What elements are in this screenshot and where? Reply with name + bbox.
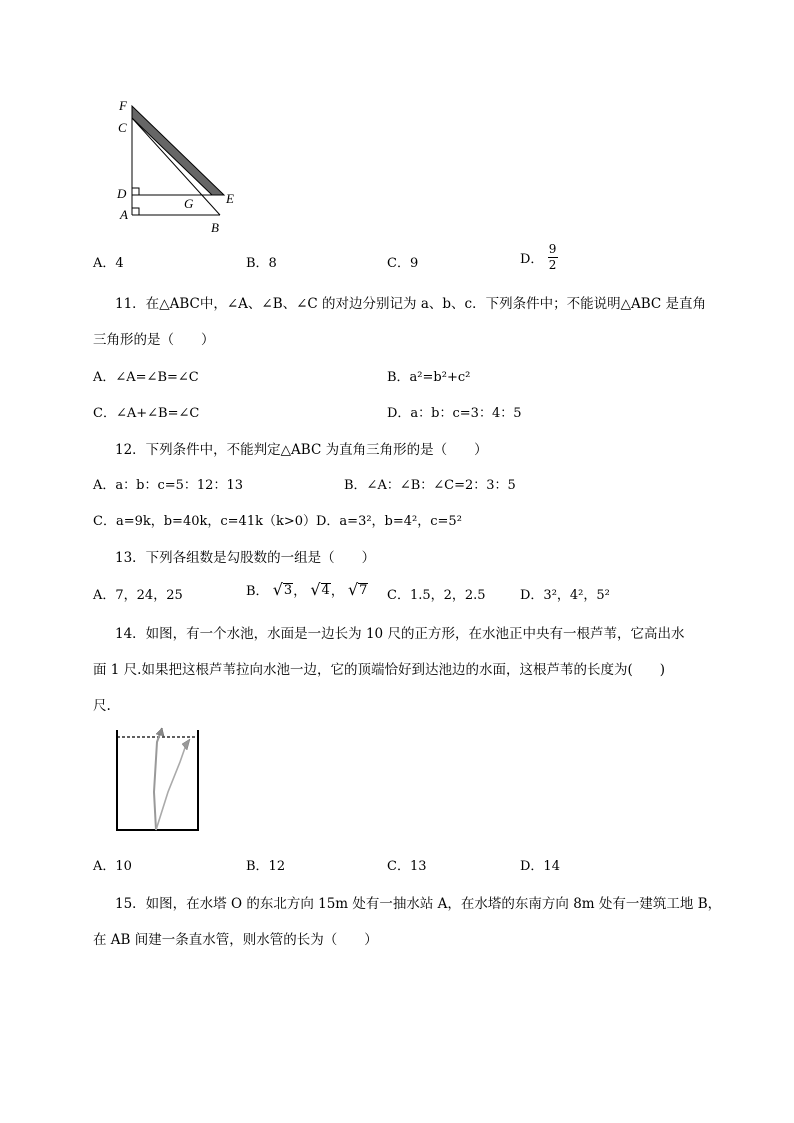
label-a: A <box>120 207 128 222</box>
q11-option-b: B．a²=b²+c² <box>387 370 471 385</box>
q11-option-a: A．∠A=∠B=∠C <box>93 370 199 385</box>
label-b: B <box>211 220 219 235</box>
q10-option-d-fraction <box>548 243 558 272</box>
q12-option-a: A．a：b：c=5：12：13 <box>93 478 243 493</box>
label-c: C <box>118 120 127 135</box>
q14-stem-line2: 面 1 尺.如果把这根芦苇拉向水池一边，它的顶端恰好到达池边的水面，这根芦苇的长度为( ) <box>93 662 665 678</box>
fraction-denominator: 2 <box>548 258 557 272</box>
reed-leaning <box>156 742 187 830</box>
q13-option-a: A．7，24，25 <box>93 588 183 603</box>
q10-option-d <box>520 243 558 272</box>
q14-option-a: A．10 <box>93 859 132 874</box>
q14-option-b: B．12 <box>246 859 286 874</box>
q13-option-d: D．3²，4²，5² <box>520 588 610 603</box>
q12-stem: 12．下列条件中，不能判定△ABC 为直角三角形的是（ ） <box>115 442 488 458</box>
q14-option-d: D．14 <box>520 859 560 874</box>
triangle-diagram <box>110 96 250 236</box>
line-cb <box>132 118 220 215</box>
q14-stem-line1: 14．如图，有一个水池，水面是一边长为 10 尺的正方形，在水池正中央有一根芦苇，它高出水 <box>115 626 685 642</box>
q10-option-c: C．9 <box>387 256 419 271</box>
right-angle-d <box>132 188 139 195</box>
q11-stem-line1: 11．在△ABC中，∠A、∠B、∠C 的对边分别记为 a、b、c．下列条件中；不能说明△ABC 是直角 <box>115 296 707 312</box>
q11-stem-line2: 三角形的是（ ） <box>93 332 215 348</box>
pool-diagram <box>110 722 205 834</box>
q12-option-cd: C．a=9k，b=40k，c=41k（k>0）D．a=3²，b=4²，c=5² <box>93 514 462 529</box>
q15-stem-line2: 在 AB 间建一条直水管，则水管的长为（ ） <box>93 932 378 948</box>
shaded-strip <box>132 106 224 195</box>
q11-option-d: D．a：b：c=3：4：5 <box>387 406 522 421</box>
q10-option-d-prefix: D． <box>520 252 544 267</box>
q13-stem: 13．下列各组数是勾股数的一组是（ ） <box>115 550 376 566</box>
q14-stem-line3: 尺. <box>93 698 111 714</box>
sqrt-4: √ 4 <box>310 580 330 599</box>
q11-option-c: C．∠A+∠B=∠C <box>93 406 200 421</box>
label-e: E <box>226 191 234 206</box>
sqrt-7: √ 7 <box>347 580 368 599</box>
label-g: G <box>184 196 194 211</box>
right-angle-a <box>132 208 139 215</box>
q15-stem-line1: 15．如图，在水塔 O 的东北方向 15m 处有一抽水站 A，在水塔的东南方向 8m 处有一建筑工地 B， <box>115 896 722 912</box>
label-d: D <box>117 186 127 201</box>
q10-option-a: A．4 <box>93 256 124 271</box>
q13-option-c: C．1.5，2，2.5 <box>387 588 486 603</box>
label-f: F <box>119 98 127 113</box>
fraction-numerator: 9 <box>548 242 557 256</box>
sqrt-3: √ 3 <box>272 580 293 599</box>
q13-option-b: B． √ 3 ， √ 4 ， √ 7 <box>246 580 368 599</box>
q14-option-c: C．13 <box>387 859 427 874</box>
q12-option-b: B．∠A：∠B：∠C=2：3：5 <box>344 478 516 493</box>
q10-option-b: B．8 <box>246 256 277 271</box>
